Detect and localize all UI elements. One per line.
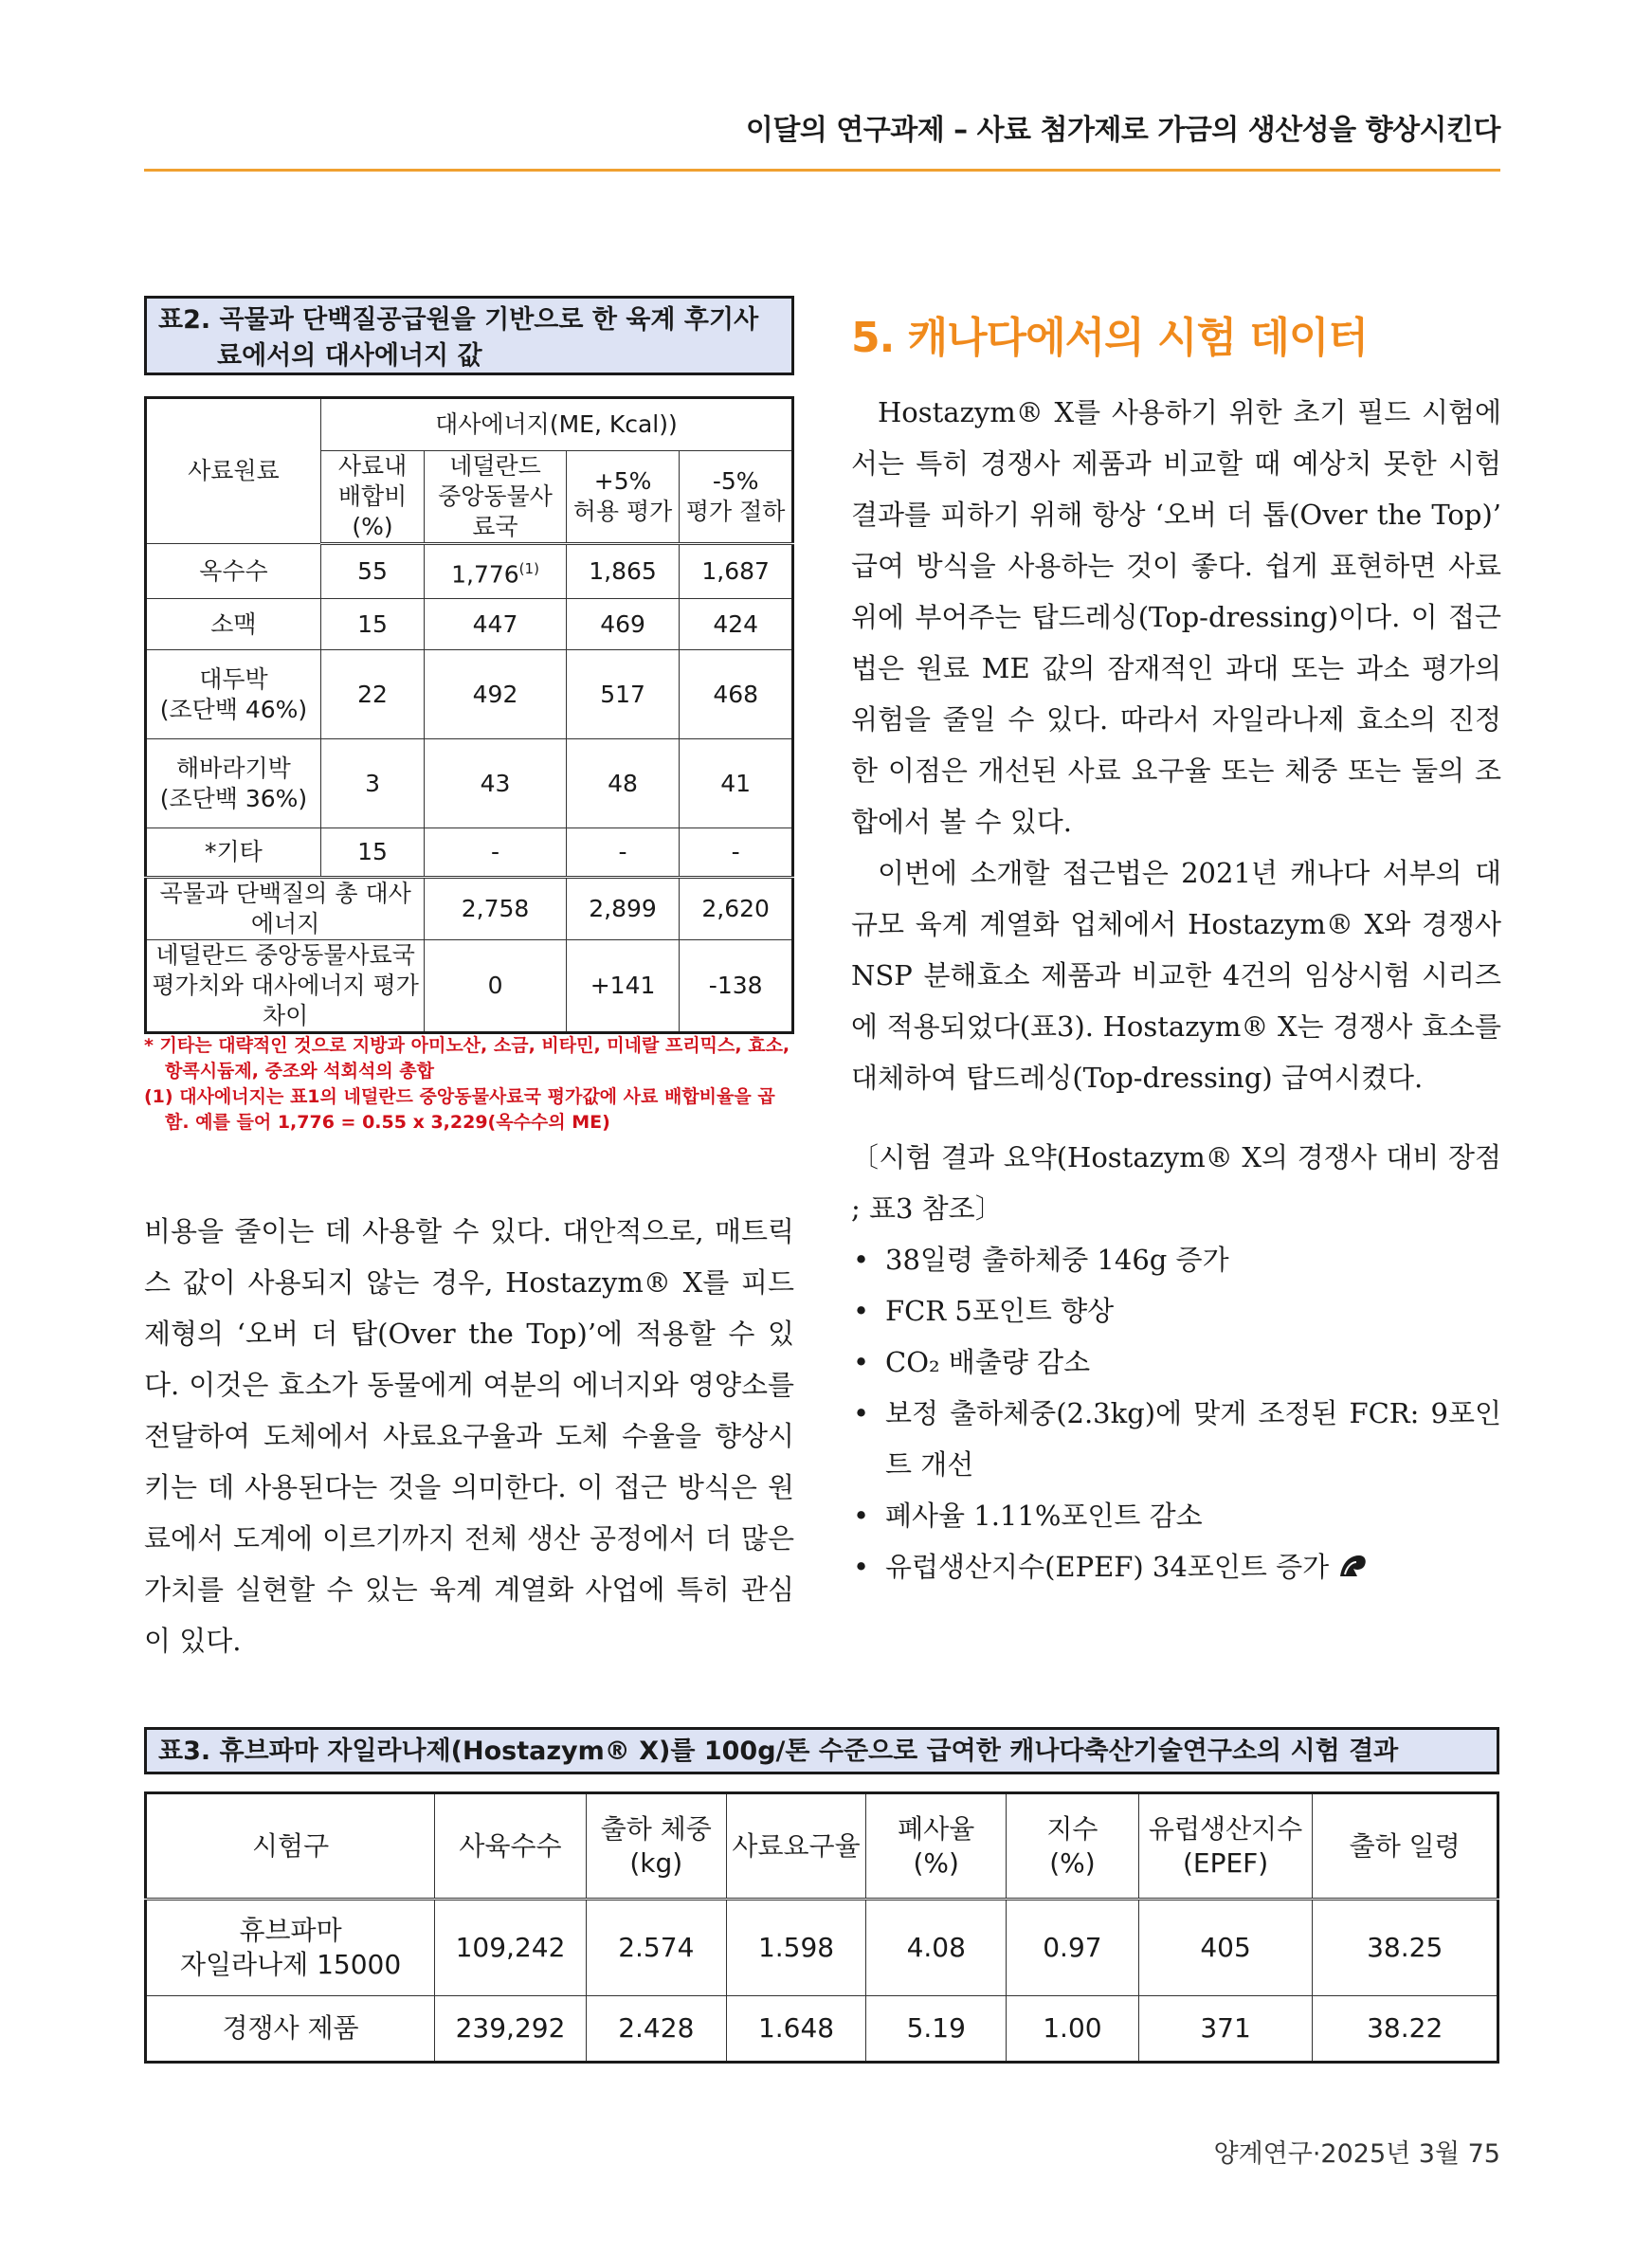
left-paragraph: 비용을 줄이는 데 사용할 수 있다. 대안적으로, 매트릭스 값이 사용되지 않는 경우, Hostazym® X를 피드 제형의 ‘오버 더 탑(Over the Top)’에 적용할 수 있다. 이것은 효소가 동물에게 여분의 에너지와 영양소를 전달하여 도체에서 사료요구율과 도체 수율을 향상시키는 데 사용된다는 것을 의미한다. 이 접근 방식은 원료에서 도계에 이르기까지 전체 생산 공정에서 더 많은 가치를 실현할 수 있는 육계 계열화 사업에 특히 관심이 있다. [144,1215,794,1657]
table2-head-ratio: 사료내 배합비(%) [320,451,424,544]
footnote-marker: (1) [518,559,539,577]
summary-list [851,1234,1501,1592]
page-footer: 양계연구·2025년 3월 75 [1213,2139,1500,2169]
table2-note-me: (1) 대사에너지는 표1의 네덜란드 중앙동물사료국 평가값에 사료 배합비율을 곱함. 예를 들어 1,776 = 0.55 x 3,229(옥수수의 ME) [144,1086,775,1133]
table2-head-cvb: 네덜란드 중앙동물사료국 [425,451,567,544]
table2-head-feed: 사료원료 [146,398,321,544]
table-row: 옥수수 55 1,776$^{(1)}$ 1,865 1,687 [146,544,793,599]
table3-head-weight: 출하 체중 (kg) [586,1793,726,1900]
table2 [144,396,794,1034]
summary-title: 〔시험 결과 요약(Hostazym® X의 경쟁사 대비 장점 ; 표3 참조〕 [851,1141,1501,1225]
table-row-total: 곡물과 단백질의 총 대사에너지 2,758 2,899 2,620 [146,878,793,940]
table2-head-minus: -5% 평가 절하 [680,451,793,544]
table2-caption-line2: 료에서의 대사에너지 값 [217,341,482,371]
table2-caption-line1: 표2. 곡물과 단백질공급원을 기반으로 한 육계 후기사 [158,305,759,335]
table3-caption: 표3. 휴브파마 자일라나제(Hostazym® X)를 100g/톤 수준으로 급여한 캐나다축산기술연구소의 시험 결과 [144,1727,1499,1774]
table-row-diff: 네덜란드 중앙동물사료국 평가치와 대사에너지 평가 차이 0 +141 -138 [146,940,793,1033]
running-header: 이달의 연구과제 – 사료 첨가제로 가금의 생산성을 향상시킨다 [745,114,1500,147]
table2-caption [144,296,794,375]
table3-head-birds: 사육수수 [435,1793,587,1900]
table3-head-fcr: 사료요구율 [726,1793,866,1900]
section-paragraph-1: Hostazym® X를 사용하기 위한 초기 필드 시험에서는 특히 경쟁사 제품과 비교할 때 예상치 못한 시험 결과를 피하기 위해 항상 ‘오버 더 톱(Over the Top)’ 급여 방식을 사용하는 것이 좋다. 쉽게 표현하면 사료 위에 부어주는 탑드레싱(Top-dressing)이다. 이 접근법은 원료 ME 값의 잠재적인 과대 또는 과소 평가의 위험을 줄일 수 있다. 따라서 자일라나제 효소의 진정한 이점은 개선된 사료 요구율 또는 체중 또는 둘의 조합에서 볼 수 있다. [851,396,1501,838]
table-row: 경쟁사 제품 239,292 2.428 1.648 5.19 1.00 371 38.22 [146,1996,1498,2063]
list-item: • FCR 5포인트 향상 [851,1285,1501,1337]
table-row: 해바라기박 (조단백 36%) 3 43 48 41 [146,739,793,828]
table3 [144,1791,1499,2064]
list-item: • CO₂ 배출량 감소 [851,1337,1501,1388]
table3-head-group: 시험구 [146,1793,435,1900]
table2-notes [144,1033,798,1136]
section-title: 5. 캐나다에서의 시험 데이터 [851,314,1368,362]
table-row: 소맥 15 447 469 424 [146,599,793,650]
list-item: • 38일령 출하체중 146g 증가 [851,1234,1501,1285]
table-row: 대두박 (조단백 46%) 22 492 517 468 [146,650,793,739]
end-mark-icon [1336,1552,1369,1580]
table2-note-other: * 기타는 대략적인 것으로 지방과 아미노산, 소금, 비타민, 미네랄 프리믹스, 효소, 항콕시듐제, 중조와 석회석의 총합 [144,1035,790,1082]
table3-head-epef: 유럽생산지수 (EPEF) [1138,1793,1313,1900]
table3-head-mortality: 폐사율 (%) [866,1793,1007,1900]
table3-head-age: 출하 일령 [1313,1793,1498,1900]
list-item: • 폐사율 1.11%포인트 감소 [851,1490,1501,1541]
table-row: 휴브파마 자일라나제 15000 109,242 2.574 1.598 4.08 0.97 405 38.25 [146,1900,1498,1996]
list-item: • 보정 출하체중(2.3kg)에 맞게 조정된 FCR: 9포인트 개선 [851,1388,1501,1490]
list-item: • 유럽생산지수(EPEF) 34포인트 증가 [851,1541,1501,1592]
section-paragraph-2: 이번에 소개할 접근법은 2021년 캐나다 서부의 대규모 육계 계열화 업체에서 Hostazym® X와 경쟁사 NSP 분해효소 제품과 비교한 4건의 임상시험 시리즈에 적용되었다(표3). Hostazym® X는 경쟁사 효소를 대체하여 탑드레싱(Top-dressing) 급여시켰다. [851,857,1501,1094]
table2-head-plus: +5% 허용 평가 [566,451,680,544]
table3-head-index: 지수 (%) [1007,1793,1139,1900]
header-divider [144,169,1500,172]
right-column-text [851,387,1501,1592]
table2-head-me: 대사에너지(ME, Kcal)) [320,398,792,451]
left-column-text [144,1206,794,1666]
table-row: *기타 15 - - - [146,828,793,878]
